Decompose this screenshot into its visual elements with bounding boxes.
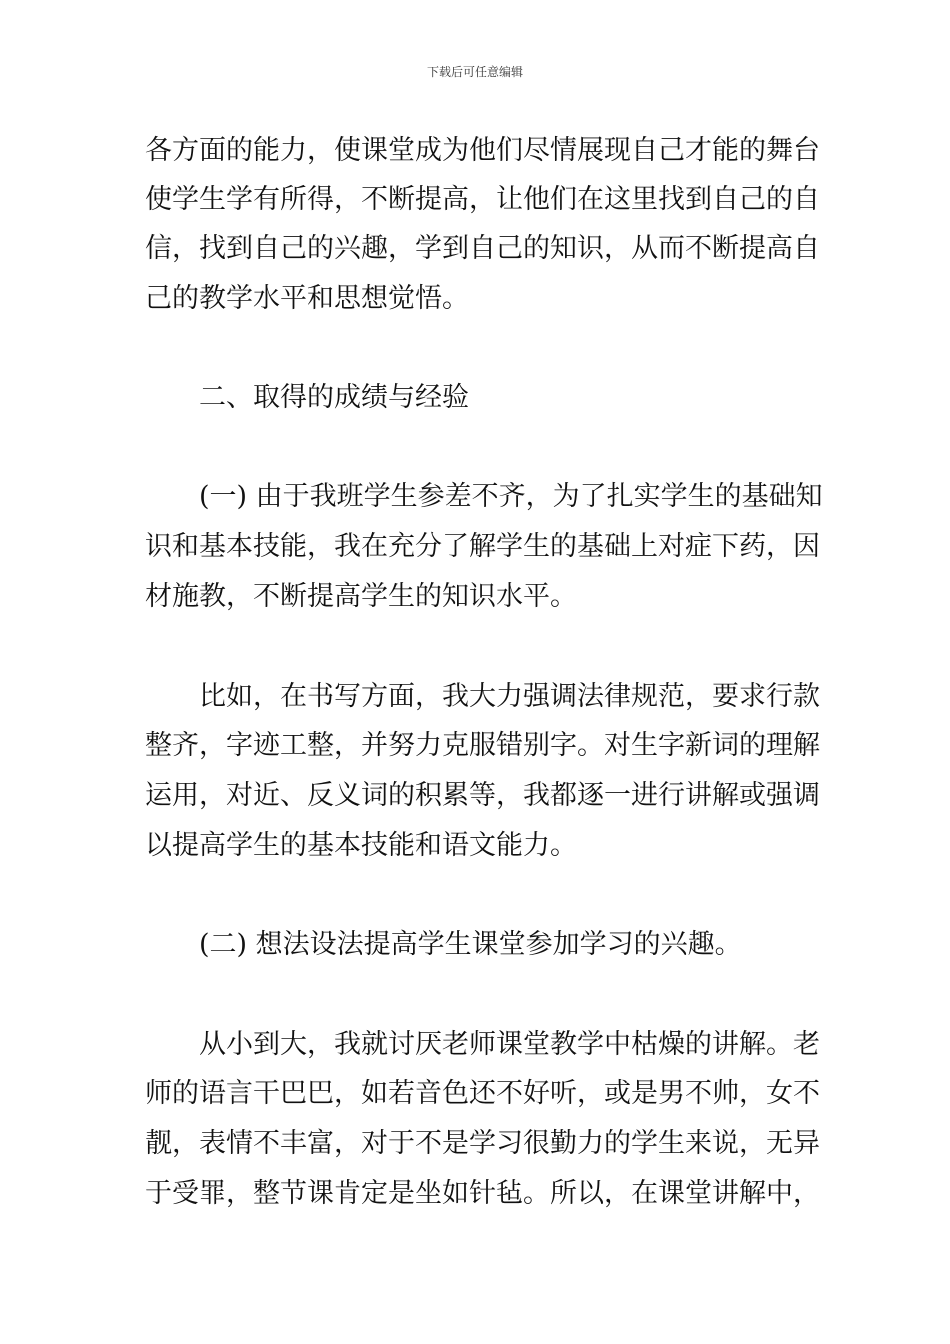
- text-line: 从小到大，我就讨厌老师课堂教学中枯燥的讲解。老: [199, 1029, 820, 1060]
- text-line: 使学生学有所得，不断提高，让他们在这里找到自己的自: [145, 184, 820, 215]
- subsection-heading: (二) 想法设法提高学生课堂参加学习的兴趣。: [199, 929, 742, 960]
- text-line: 运用，对近、反义词的积累等，我都逐一进行讲解或强调: [145, 780, 820, 811]
- page-header: 下载后可任意编辑: [426, 65, 523, 79]
- text-line: 靓，表情不丰富，对于不是学习很勤力的学生来说，无异: [145, 1128, 820, 1159]
- section-heading: 二、取得的成绩与经验: [199, 382, 469, 413]
- text-line: 于受罪，整节课肯定是坐如针毡。所以，在课堂讲解中，: [145, 1178, 820, 1209]
- text-line: 比如，在书写方面，我大力强调法律规范，要求行款: [199, 681, 820, 712]
- text-line: 材施教，不断提高学生的知识水平。: [145, 581, 577, 612]
- text-line: 整齐，字迹工整，并努力克服错别字。对生字新词的理解: [145, 730, 820, 761]
- text-line: 识和基本技能，我在充分了解学生的基础上对症下药，因: [145, 531, 820, 562]
- text-line: 师的语言干巴巴，如若音色还不好听，或是男不帅，女不: [145, 1078, 820, 1109]
- text-line: 各方面的能力，使课堂成为他们尽情展现自己才能的舞台: [145, 135, 820, 166]
- text-line: 以提高学生的基本技能和语文能力。: [145, 830, 577, 861]
- text-line: 己的教学水平和思想觉悟。: [145, 283, 469, 314]
- text-line: 信，找到自己的兴趣，学到自己的知识，从而不断提高自: [145, 233, 820, 264]
- text-line: (一) 由于我班学生参差不齐，为了扎实学生的基础知: [199, 481, 823, 512]
